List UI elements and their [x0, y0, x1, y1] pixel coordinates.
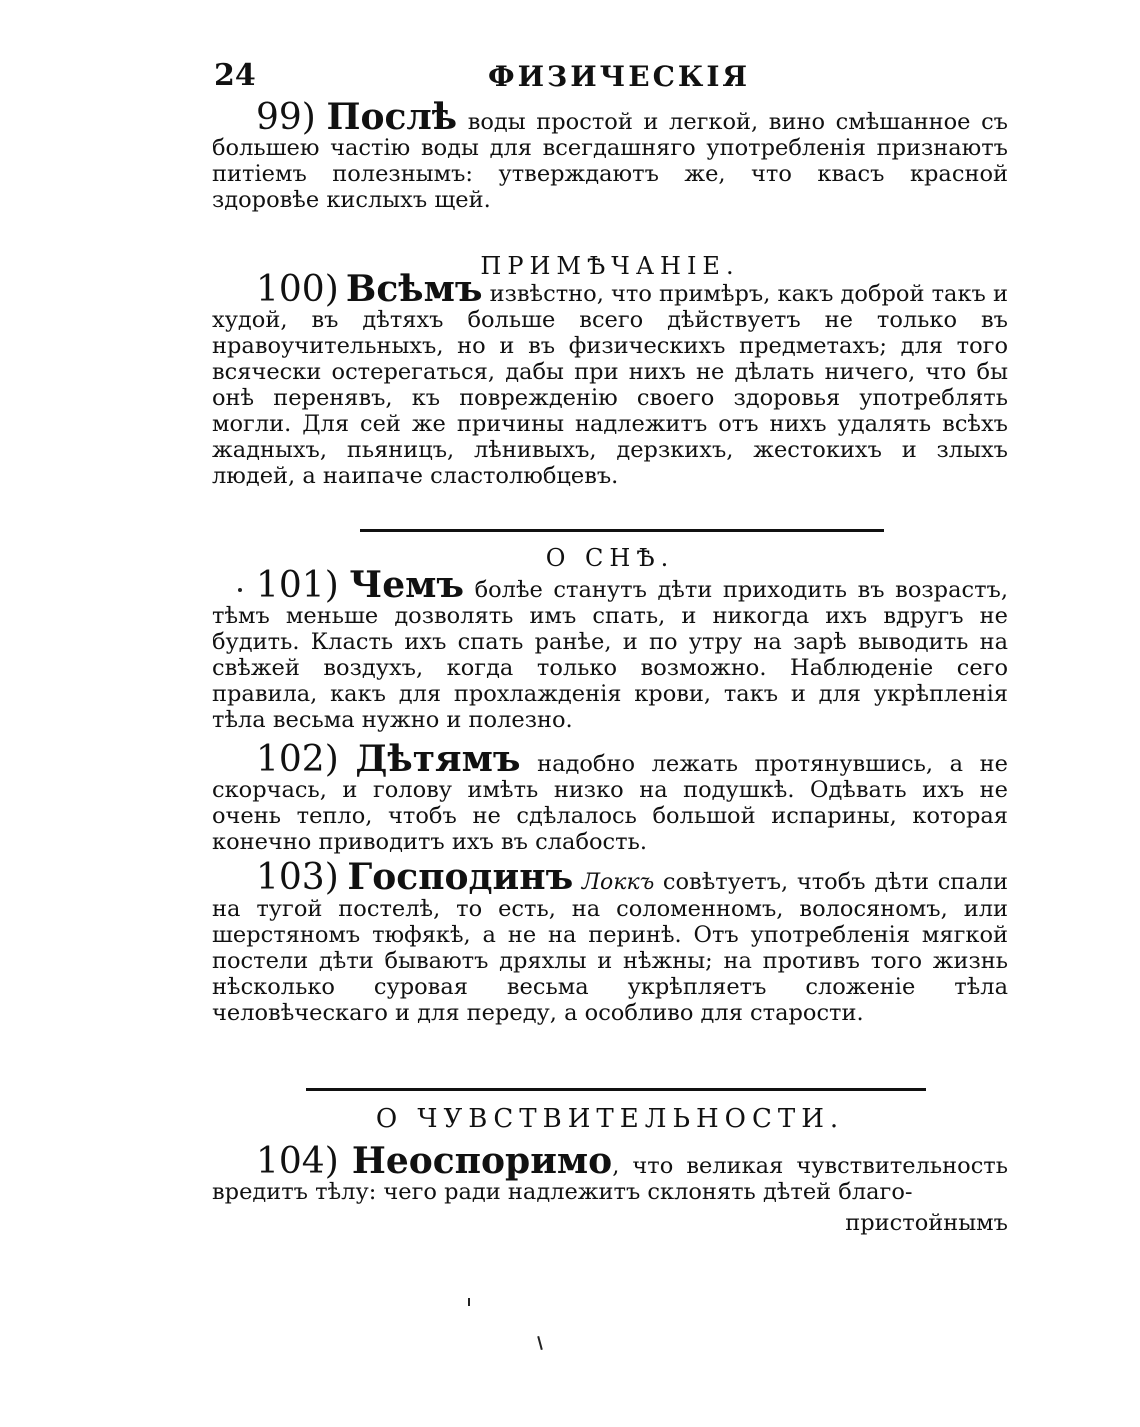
paragraph-number: 104)	[256, 1141, 339, 1182]
paragraph-103	[212, 856, 1008, 1026]
paragraph-lead-word: Неоспоримо	[351, 1140, 613, 1182]
paragraph-lead-word: Дѣтямъ	[355, 738, 521, 780]
section-divider	[360, 529, 884, 532]
paragraph-lead-word: Господинъ	[347, 856, 574, 898]
section-divider	[306, 1088, 926, 1091]
author-name: Локкъ	[573, 870, 655, 895]
paragraph-lead-word: Всѣмъ	[345, 268, 483, 310]
paragraph-104	[212, 1140, 1008, 1205]
print-speck	[468, 1298, 470, 1306]
paragraph-99	[212, 96, 1008, 213]
catchword: пристойнымъ	[845, 1210, 1008, 1236]
paragraph-text: воды простой и легкой, вино смѣшанное съ большею частію воды для всегдашняго употребленія признаютъ питіемъ полезнымъ: утверждаютъ же, что квасъ красной здоровѣе кислыхъ щей.	[212, 109, 1008, 213]
paragraph-number: 102)	[256, 739, 339, 780]
paragraph-100	[212, 268, 1008, 489]
paragraph-number: 101)	[256, 565, 339, 606]
section-heading-note: ПРИМѢЧАНІЕ.	[480, 252, 740, 280]
section-heading-sensitivity: О ЧУВСТВИТЕЛЬНОСТИ.	[375, 1104, 845, 1134]
print-speck	[238, 588, 242, 592]
paragraph-lead-word: Чемъ	[349, 564, 465, 606]
page-header	[208, 58, 1008, 98]
print-speck	[537, 1336, 543, 1350]
paragraph-number: 103)	[256, 857, 339, 898]
paragraph-text: надобно лежать протянувшись, а не скорчась, и голову имѣть низко на подушкѣ. Одѣвать ихъ не очень тепло, чтобъ не сдѣлалось большой испарины, которая конечно приводитъ ихъ въ слабость.	[212, 751, 1008, 855]
paragraph-lead-word: Послѣ	[326, 96, 458, 138]
paragraph-number: 100)	[256, 269, 339, 310]
paragraph-text: извѣстно, что примѣръ, какъ доброй такъ и худой, въ дѣтяхъ больше всего дѣйствуетъ не только въ нравоучительныхъ, но и въ физическихъ предметахъ; для того всячески остерегаться, дабы при нихъ не дѣлать ничего, что бы онѣ перенявъ, къ поврежденію своего здоровья употреблять могли. Для сей же причины надлежитъ отъ нихъ удалять всѣхъ жадныхъ, пьяницъ, лѣнивыхъ, дерзкихъ, жестокихъ и злыхъ людей, а наипаче сластолюбцевъ.	[212, 281, 1008, 489]
paragraph-102	[212, 738, 1008, 855]
paragraph-text: болѣе станутъ дѣти приходить въ возрастъ, тѣмъ меньше дозволять имъ спать, и никогда ихъ вдругъ не будить. Класть ихъ спать ранѣе, и по утру на зарѣ выводить на свѣжей воздухъ, когда только возможно. Наблюденіе сего правила, какъ для прохлажденія крови, такъ и для укрѣпленія тѣла весьма нужно и полезно.	[212, 577, 1008, 733]
page-number: 24	[214, 58, 256, 93]
paragraph-text: , что великая чувствительность вредитъ тѣлу: чего ради надлежитъ склонять дѣтей благо-	[212, 1153, 1008, 1205]
paragraph-101	[212, 564, 1008, 733]
paragraph-text: совѣтуетъ, чтобъ дѣти спали на тугой постелѣ, то есть, на соломенномъ, волосяномъ, или шерстяномъ тюфякѣ, а не на перинѣ. Отъ употребленія мягкой постели дѣти бываютъ дряхлы и нѣжны; на противъ того жизнь нѣсколько суровая весьма укрѣпляетъ сложеніе тѣла человѣческаго и для переду, а особливо для старости.	[212, 869, 1008, 1026]
paragraph-number: 99)	[256, 97, 316, 138]
section-heading-sleep: О СНѢ.	[545, 544, 675, 572]
running-head: ФИЗИЧЕСКІЯ	[488, 60, 751, 93]
